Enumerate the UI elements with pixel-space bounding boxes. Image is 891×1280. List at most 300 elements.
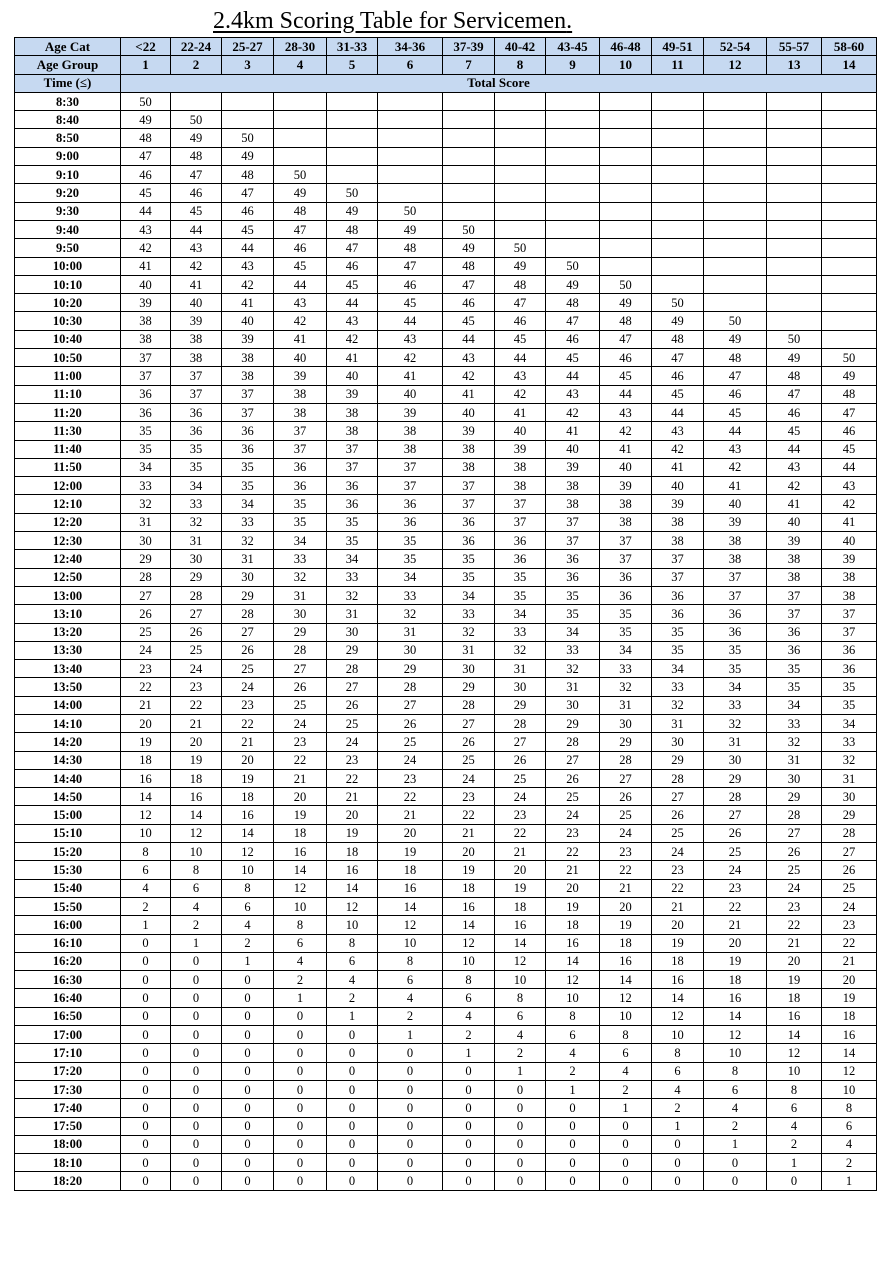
table-row xyxy=(15,861,877,879)
score-cell: 34 xyxy=(704,678,767,696)
score-cell: 18 xyxy=(378,861,443,879)
score-cell: 34 xyxy=(274,532,327,550)
score-cell: 19 xyxy=(222,769,274,787)
score-cell: 23 xyxy=(495,806,546,824)
table-row xyxy=(15,696,877,714)
table-row xyxy=(15,92,877,110)
score-cell xyxy=(704,129,767,147)
table-row xyxy=(15,513,877,531)
score-cell: 12 xyxy=(378,916,443,934)
score-cell: 28 xyxy=(378,678,443,696)
age-group-header: 14 xyxy=(822,56,877,74)
score-cell: 0 xyxy=(222,1135,274,1153)
score-cell: 48 xyxy=(171,147,222,165)
table-row xyxy=(15,660,877,678)
score-cell: 0 xyxy=(443,1172,495,1190)
score-cell: 0 xyxy=(327,1154,378,1172)
table-body xyxy=(15,38,877,1191)
score-cell: 0 xyxy=(274,1007,327,1025)
age-cat-header: 40-42 xyxy=(495,38,546,56)
score-cell: 22 xyxy=(327,769,378,787)
score-cell xyxy=(652,220,704,238)
age-cat-header: <22 xyxy=(121,38,171,56)
score-cell: 0 xyxy=(171,1026,222,1044)
age-group-header: 6 xyxy=(378,56,443,74)
score-cell: 24 xyxy=(546,806,600,824)
score-cell: 36 xyxy=(443,532,495,550)
score-cell: 40 xyxy=(171,294,222,312)
score-cell: 23 xyxy=(600,843,652,861)
score-cell: 24 xyxy=(652,843,704,861)
score-cell: 29 xyxy=(274,623,327,641)
score-cell xyxy=(767,312,822,330)
score-cell: 0 xyxy=(378,1172,443,1190)
score-cell: 12 xyxy=(822,1062,877,1080)
score-cell: 47 xyxy=(652,349,704,367)
score-cell: 18 xyxy=(767,989,822,1007)
score-cell: 36 xyxy=(704,623,767,641)
score-cell: 38 xyxy=(222,349,274,367)
score-cell xyxy=(546,92,600,110)
age-cat-header: 37-39 xyxy=(443,38,495,56)
score-cell: 18 xyxy=(222,788,274,806)
score-cell: 22 xyxy=(171,696,222,714)
score-cell: 31 xyxy=(546,678,600,696)
age-group-header: 13 xyxy=(767,56,822,74)
score-cell: 42 xyxy=(546,403,600,421)
score-cell: 0 xyxy=(121,1099,171,1117)
score-cell: 42 xyxy=(121,239,171,257)
score-cell xyxy=(495,202,546,220)
score-cell: 0 xyxy=(121,971,171,989)
score-cell: 18 xyxy=(327,843,378,861)
score-cell: 21 xyxy=(121,696,171,714)
score-cell: 50 xyxy=(652,294,704,312)
score-cell: 19 xyxy=(378,843,443,861)
score-cell: 42 xyxy=(274,312,327,330)
score-cell: 47 xyxy=(600,330,652,348)
score-cell: 32 xyxy=(546,660,600,678)
score-cell: 38 xyxy=(327,422,378,440)
score-cell: 0 xyxy=(274,1135,327,1153)
score-cell: 46 xyxy=(171,184,222,202)
score-cell: 24 xyxy=(274,714,327,732)
score-cell: 46 xyxy=(443,294,495,312)
score-cell: 4 xyxy=(222,916,274,934)
score-cell xyxy=(222,92,274,110)
score-cell: 24 xyxy=(121,641,171,659)
score-cell xyxy=(822,239,877,257)
score-cell: 37 xyxy=(121,367,171,385)
score-cell: 36 xyxy=(546,568,600,586)
score-cell: 35 xyxy=(600,623,652,641)
score-cell: 35 xyxy=(767,678,822,696)
score-cell: 26 xyxy=(378,714,443,732)
score-cell: 38 xyxy=(652,513,704,531)
score-cell: 50 xyxy=(600,275,652,293)
score-cell: 0 xyxy=(546,1172,600,1190)
score-cell: 35 xyxy=(652,641,704,659)
score-cell: 49 xyxy=(704,330,767,348)
score-cell: 12 xyxy=(495,952,546,970)
table-row xyxy=(15,550,877,568)
score-cell xyxy=(600,111,652,129)
age-group-header: 8 xyxy=(495,56,546,74)
score-cell: 35 xyxy=(546,605,600,623)
score-cell: 38 xyxy=(600,513,652,531)
table-row xyxy=(15,367,877,385)
score-cell: 22 xyxy=(822,934,877,952)
score-cell: 6 xyxy=(378,971,443,989)
score-cell: 36 xyxy=(327,495,378,513)
score-cell: 37 xyxy=(443,477,495,495)
score-cell: 38 xyxy=(704,550,767,568)
score-cell xyxy=(327,147,378,165)
table-row xyxy=(15,1044,877,1062)
score-cell: 43 xyxy=(443,349,495,367)
time-cell: 15:20 xyxy=(15,843,121,861)
score-cell: 8 xyxy=(704,1062,767,1080)
score-cell: 0 xyxy=(222,1172,274,1190)
score-cell: 27 xyxy=(327,678,378,696)
score-cell: 46 xyxy=(274,239,327,257)
score-cell: 20 xyxy=(767,952,822,970)
score-cell: 39 xyxy=(378,403,443,421)
score-cell: 41 xyxy=(546,422,600,440)
table-row xyxy=(15,1154,877,1172)
score-cell: 2 xyxy=(546,1062,600,1080)
time-cell: 16:20 xyxy=(15,952,121,970)
score-cell: 38 xyxy=(652,532,704,550)
score-cell: 36 xyxy=(222,440,274,458)
age-cat-header: 49-51 xyxy=(652,38,704,56)
table-row xyxy=(15,897,877,915)
time-cell: 13:20 xyxy=(15,623,121,641)
score-cell: 38 xyxy=(121,330,171,348)
age-cat-header: 52-54 xyxy=(704,38,767,56)
score-cell: 27 xyxy=(704,806,767,824)
score-cell: 14 xyxy=(443,916,495,934)
score-cell: 45 xyxy=(121,184,171,202)
score-cell: 0 xyxy=(121,1172,171,1190)
table-row xyxy=(15,806,877,824)
score-cell: 44 xyxy=(600,385,652,403)
score-cell: 46 xyxy=(704,385,767,403)
score-cell: 6 xyxy=(222,897,274,915)
table-row xyxy=(15,1080,877,1098)
score-cell: 10 xyxy=(822,1080,877,1098)
score-cell: 27 xyxy=(546,751,600,769)
score-cell: 0 xyxy=(704,1154,767,1172)
score-cell: 33 xyxy=(767,714,822,732)
score-cell: 50 xyxy=(378,202,443,220)
score-cell xyxy=(767,202,822,220)
score-cell xyxy=(652,166,704,184)
score-cell xyxy=(327,166,378,184)
table-row xyxy=(15,239,877,257)
time-cell: 14:20 xyxy=(15,733,121,751)
score-cell: 41 xyxy=(822,513,877,531)
score-cell: 24 xyxy=(171,660,222,678)
score-cell: 22 xyxy=(600,861,652,879)
table-row xyxy=(15,220,877,238)
score-cell: 30 xyxy=(378,641,443,659)
score-cell: 28 xyxy=(171,586,222,604)
score-cell: 41 xyxy=(767,495,822,513)
table-row xyxy=(15,586,877,604)
score-cell: 33 xyxy=(704,696,767,714)
age-cat-row xyxy=(15,38,877,56)
score-cell: 32 xyxy=(327,586,378,604)
score-cell: 1 xyxy=(222,952,274,970)
score-cell: 41 xyxy=(652,458,704,476)
score-cell: 0 xyxy=(171,1135,222,1153)
score-cell: 47 xyxy=(443,275,495,293)
score-cell xyxy=(767,129,822,147)
score-cell: 46 xyxy=(121,166,171,184)
score-cell xyxy=(378,166,443,184)
table-row xyxy=(15,294,877,312)
score-cell: 21 xyxy=(378,806,443,824)
score-cell: 40 xyxy=(378,385,443,403)
table-row xyxy=(15,275,877,293)
score-cell: 37 xyxy=(121,349,171,367)
score-cell: 0 xyxy=(121,1007,171,1025)
score-cell: 47 xyxy=(704,367,767,385)
score-cell: 27 xyxy=(222,623,274,641)
score-cell: 19 xyxy=(443,861,495,879)
table-row xyxy=(15,477,877,495)
score-cell: 46 xyxy=(600,349,652,367)
age-group-header: 10 xyxy=(600,56,652,74)
score-cell xyxy=(546,220,600,238)
score-cell: 37 xyxy=(822,623,877,641)
score-cell: 22 xyxy=(495,824,546,842)
score-cell: 16 xyxy=(327,861,378,879)
score-cell: 40 xyxy=(767,513,822,531)
score-cell: 38 xyxy=(767,568,822,586)
score-cell: 1 xyxy=(274,989,327,1007)
time-cell: 9:20 xyxy=(15,184,121,202)
score-cell: 36 xyxy=(121,403,171,421)
score-cell xyxy=(652,111,704,129)
table-row xyxy=(15,349,877,367)
time-cell: 14:30 xyxy=(15,751,121,769)
score-cell xyxy=(767,239,822,257)
time-cell: 9:10 xyxy=(15,166,121,184)
score-cell: 19 xyxy=(704,952,767,970)
score-cell xyxy=(274,111,327,129)
table-row xyxy=(15,532,877,550)
score-cell: 2 xyxy=(327,989,378,1007)
score-cell: 0 xyxy=(171,952,222,970)
score-cell: 32 xyxy=(652,696,704,714)
time-cell: 18:20 xyxy=(15,1172,121,1190)
score-cell: 49 xyxy=(222,147,274,165)
score-cell: 43 xyxy=(274,294,327,312)
score-cell: 48 xyxy=(704,349,767,367)
score-cell: 33 xyxy=(171,495,222,513)
score-cell: 23 xyxy=(378,769,443,787)
score-cell: 0 xyxy=(600,1154,652,1172)
score-cell: 38 xyxy=(822,586,877,604)
score-cell: 42 xyxy=(600,422,652,440)
score-cell xyxy=(767,92,822,110)
score-cell: 28 xyxy=(222,605,274,623)
score-cell: 30 xyxy=(443,660,495,678)
score-cell: 1 xyxy=(443,1044,495,1062)
score-cell: 20 xyxy=(378,824,443,842)
score-cell: 36 xyxy=(767,623,822,641)
score-cell: 48 xyxy=(378,239,443,257)
score-cell: 8 xyxy=(546,1007,600,1025)
score-cell: 0 xyxy=(274,1044,327,1062)
score-cell: 8 xyxy=(495,989,546,1007)
score-cell: 43 xyxy=(822,477,877,495)
score-cell: 49 xyxy=(652,312,704,330)
score-cell xyxy=(822,294,877,312)
score-cell: 4 xyxy=(546,1044,600,1062)
score-cell xyxy=(546,147,600,165)
score-cell: 36 xyxy=(378,513,443,531)
score-cell: 14 xyxy=(171,806,222,824)
time-cell: 18:10 xyxy=(15,1154,121,1172)
score-cell: 39 xyxy=(546,458,600,476)
score-cell: 25 xyxy=(546,788,600,806)
score-cell: 42 xyxy=(443,367,495,385)
score-cell: 42 xyxy=(378,349,443,367)
score-cell: 1 xyxy=(327,1007,378,1025)
score-cell xyxy=(822,92,877,110)
score-cell: 0 xyxy=(121,1117,171,1135)
score-cell: 42 xyxy=(495,385,546,403)
score-cell: 6 xyxy=(495,1007,546,1025)
score-cell: 43 xyxy=(171,239,222,257)
score-cell: 35 xyxy=(327,513,378,531)
score-cell xyxy=(767,184,822,202)
score-cell xyxy=(822,330,877,348)
score-cell: 38 xyxy=(600,495,652,513)
table-row xyxy=(15,330,877,348)
score-cell: 21 xyxy=(171,714,222,732)
time-cell: 11:40 xyxy=(15,440,121,458)
score-cell: 0 xyxy=(767,1172,822,1190)
time-cell: 15:30 xyxy=(15,861,121,879)
score-cell xyxy=(443,166,495,184)
score-cell: 41 xyxy=(222,294,274,312)
score-cell: 29 xyxy=(767,788,822,806)
score-cell: 44 xyxy=(378,312,443,330)
score-cell: 50 xyxy=(443,220,495,238)
time-cell: 16:50 xyxy=(15,1007,121,1025)
score-cell: 26 xyxy=(327,696,378,714)
score-cell xyxy=(652,239,704,257)
score-cell: 44 xyxy=(652,403,704,421)
score-cell: 1 xyxy=(767,1154,822,1172)
score-cell: 41 xyxy=(443,385,495,403)
time-cell: 14:00 xyxy=(15,696,121,714)
score-cell: 35 xyxy=(767,660,822,678)
score-cell: 6 xyxy=(767,1099,822,1117)
score-cell: 44 xyxy=(171,220,222,238)
score-cell: 27 xyxy=(378,696,443,714)
score-cell: 12 xyxy=(443,934,495,952)
score-cell: 29 xyxy=(652,751,704,769)
age-cat-header: 22-24 xyxy=(171,38,222,56)
table-row xyxy=(15,495,877,513)
score-cell: 46 xyxy=(222,202,274,220)
score-cell: 25 xyxy=(443,751,495,769)
score-cell xyxy=(378,184,443,202)
score-cell: 23 xyxy=(546,824,600,842)
score-cell: 32 xyxy=(767,733,822,751)
score-cell: 19 xyxy=(546,897,600,915)
score-cell: 43 xyxy=(767,458,822,476)
score-cell: 26 xyxy=(274,678,327,696)
score-cell: 22 xyxy=(121,678,171,696)
score-cell xyxy=(495,147,546,165)
score-cell: 23 xyxy=(652,861,704,879)
score-cell: 0 xyxy=(222,1062,274,1080)
score-cell: 16 xyxy=(767,1007,822,1025)
score-cell: 33 xyxy=(327,568,378,586)
score-cell: 4 xyxy=(495,1026,546,1044)
score-cell: 25 xyxy=(222,660,274,678)
score-cell: 20 xyxy=(546,879,600,897)
score-cell xyxy=(546,111,600,129)
score-cell xyxy=(767,275,822,293)
score-cell: 0 xyxy=(546,1117,600,1135)
score-cell: 40 xyxy=(327,367,378,385)
score-cell xyxy=(274,92,327,110)
score-cell: 30 xyxy=(495,678,546,696)
score-cell: 0 xyxy=(327,1080,378,1098)
score-cell xyxy=(274,147,327,165)
score-cell xyxy=(443,147,495,165)
table-row xyxy=(15,458,877,476)
score-cell: 4 xyxy=(443,1007,495,1025)
score-cell: 39 xyxy=(767,532,822,550)
score-cell: 10 xyxy=(121,824,171,842)
score-cell: 0 xyxy=(652,1154,704,1172)
score-cell: 29 xyxy=(443,678,495,696)
score-cell: 0 xyxy=(495,1080,546,1098)
score-cell: 10 xyxy=(327,916,378,934)
score-cell: 36 xyxy=(171,403,222,421)
score-cell: 27 xyxy=(600,769,652,787)
score-cell: 12 xyxy=(704,1026,767,1044)
score-cell: 33 xyxy=(121,477,171,495)
score-cell: 49 xyxy=(822,367,877,385)
score-cell xyxy=(546,202,600,220)
score-cell: 0 xyxy=(327,1062,378,1080)
score-cell: 16 xyxy=(495,916,546,934)
time-cell: 11:30 xyxy=(15,422,121,440)
score-cell: 38 xyxy=(121,312,171,330)
score-cell: 37 xyxy=(600,550,652,568)
table-row xyxy=(15,934,877,952)
score-cell: 44 xyxy=(546,367,600,385)
score-cell: 0 xyxy=(652,1172,704,1190)
score-cell: 0 xyxy=(222,1117,274,1135)
score-cell: 16 xyxy=(378,879,443,897)
score-cell: 0 xyxy=(600,1172,652,1190)
time-cell: 12:40 xyxy=(15,550,121,568)
score-cell: 37 xyxy=(327,458,378,476)
score-cell: 31 xyxy=(443,641,495,659)
score-cell: 24 xyxy=(222,678,274,696)
score-cell xyxy=(443,184,495,202)
